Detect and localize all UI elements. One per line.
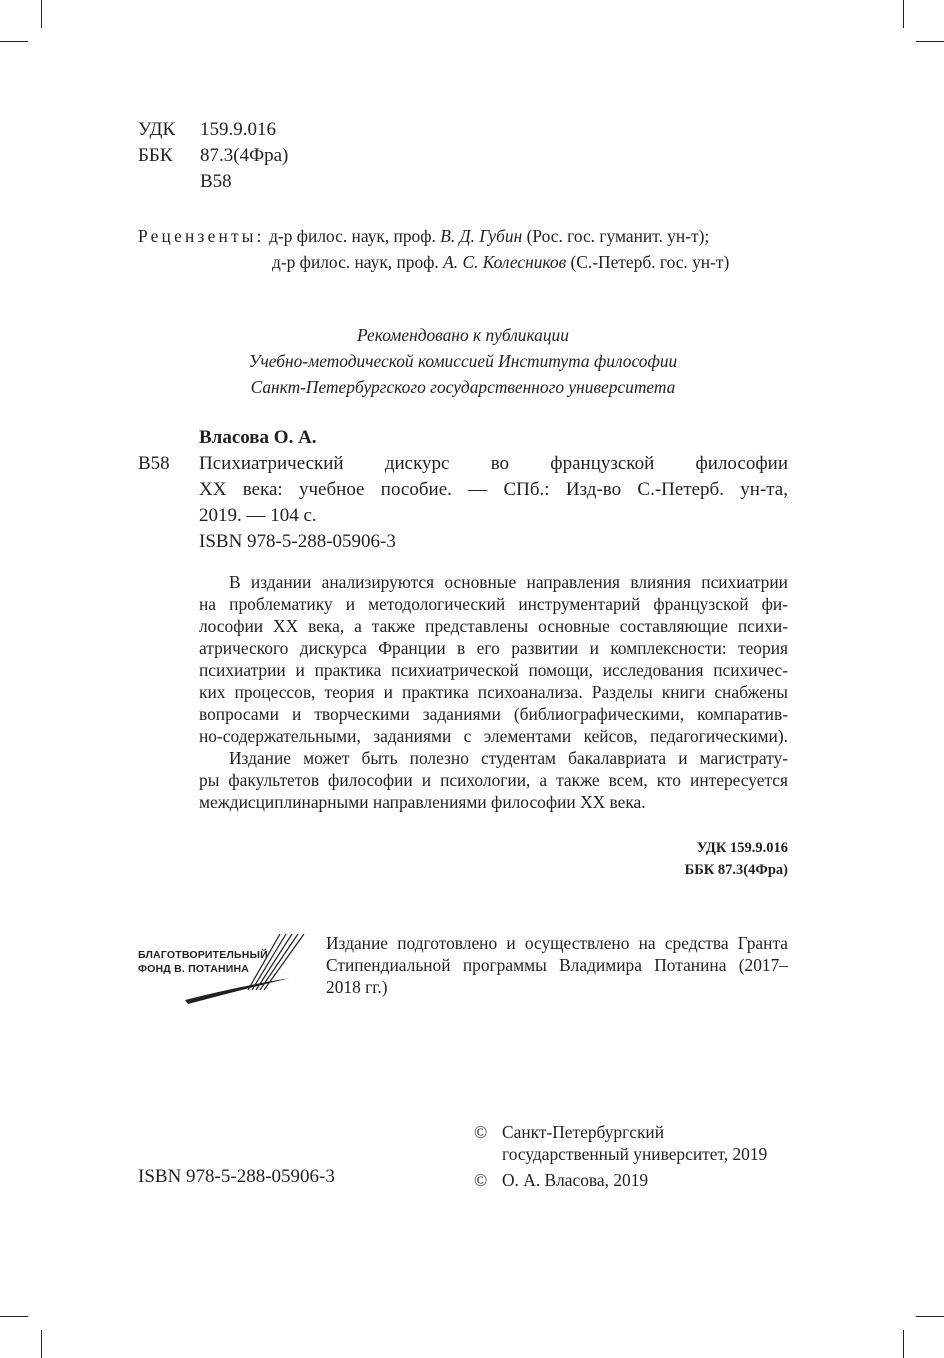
abstract-line: на проблематику и методологический инструментарий французской фи-	[199, 594, 788, 614]
copyright-holder-1-cont: государственный университет, 2019	[502, 1144, 768, 1164]
recommendation-line: Рекомендовано к публикации	[357, 325, 569, 345]
bibliography-publisher: XX века: учебное пособие. — СПб.: Изд-во С.-Петерб. ун-та,	[199, 479, 788, 500]
reviewer-2-name: А. С. Колесников	[443, 252, 567, 272]
copyright-icon: ©	[474, 1170, 488, 1190]
footer-isbn: ISBN 978-5-288-05906-3	[138, 1166, 335, 1187]
reviewer-2-degree: д-р филос. наук, проф.	[272, 252, 444, 272]
grant-note	[326, 932, 788, 998]
potanin-foundation-logo	[130, 928, 310, 1008]
logo-line: ФОНД В. ПОТАНИНА	[138, 963, 250, 975]
reviewer-1-name: В. Д. Губин	[440, 226, 523, 246]
abstract-line: вопросами и творческими заданиями (библиографическими, компаратив-	[199, 704, 788, 724]
reviewers-block	[138, 223, 729, 275]
udk-value: 159.9.016	[200, 119, 276, 140]
reviewer-2-affiliation: (С.-Петерб. гос. ун-т)	[566, 252, 730, 272]
copyright-holder-2: О. А. Власова, 2019	[502, 1170, 649, 1190]
abstract-line: атрического дискурса Франции в его развитии и комплексности: теория	[199, 638, 788, 658]
index-udk: УДК 159.9.016	[696, 840, 788, 856]
abstract-line: Издание может быть полезно студентам бакалавриата и магистрату-	[229, 748, 788, 768]
index-bbk: ББК 87.3(4Фра)	[684, 862, 788, 878]
abstract-line: но-содержательными, заданиями с элементами кейсов, педагогическими).	[199, 726, 788, 746]
copyright-holder-1: Санкт-Петербургский	[502, 1122, 665, 1142]
crop-mark	[903, 0, 904, 28]
crop-mark	[0, 1316, 28, 1317]
bibliography-isbn: ISBN 978-5-288-05906-3	[199, 531, 396, 552]
recommendation-line: Учебно-методической комиссией Института философии	[248, 351, 678, 371]
abstract-line: междисциплинарными направлениями философии XX века.	[199, 792, 646, 812]
recommendation-line: Санкт-Петербургского государственного университета	[250, 377, 676, 397]
crop-mark	[916, 1316, 944, 1317]
bibliography-author: Власова О. А.	[199, 427, 317, 448]
grant-line: 2018 гг.)	[326, 977, 388, 997]
reviewers-label: Рецензенты:	[138, 226, 265, 246]
reviewer-1-degree: д-р филос. наук, проф.	[269, 226, 441, 246]
bibliography-year: 2019. — 104 с.	[199, 505, 317, 526]
reviewer-1-affiliation: (Рос. гос. гуманит. ун-т);	[522, 226, 710, 246]
classification-block	[138, 117, 288, 195]
recommendation-block	[138, 322, 788, 400]
logo-line: БЛАГОТВОРИТЕЛЬНЫЙ	[138, 949, 268, 961]
bbk-value: 87.3(4Фра)	[200, 145, 289, 166]
author-sign: В58	[200, 171, 232, 192]
udk-label: УДК	[138, 119, 176, 140]
crop-mark	[41, 0, 42, 28]
abstract-line: ких процессов, теория и практика психоанализа. Разделы книги снабжены	[199, 682, 788, 702]
abstract	[199, 571, 788, 813]
grant-line: Издание подготовлено и осуществлено на средства Гранта	[326, 933, 788, 953]
grant-line: Стипендиальной программы Владимира Потанина (2017–	[326, 955, 788, 975]
abstract-line: психиатрии и практика психиатрической помощи, исследования психичес-	[199, 660, 788, 680]
bibliography-title: Психиатрический дискурс во французской философии	[199, 453, 788, 474]
copyright-block	[474, 1121, 767, 1191]
crop-mark	[916, 41, 944, 42]
crop-mark	[41, 1330, 42, 1358]
copyright-icon: ©	[474, 1122, 488, 1142]
abstract-line: В издании анализируются основные направления влияния психиатрии	[229, 572, 788, 592]
index-codes	[588, 837, 788, 881]
abstract-line: ры факультетов философии и психологии, а также всем, кто интересуется	[199, 770, 788, 790]
bibliography-entry	[199, 451, 788, 555]
bbk-label: ББК	[138, 145, 173, 166]
crop-mark	[903, 1330, 904, 1358]
abstract-line: лософии XX века, а также представлены основные составляющие психи-	[199, 616, 788, 636]
bibliography-sign: В58	[138, 453, 170, 474]
crop-mark	[0, 41, 28, 42]
